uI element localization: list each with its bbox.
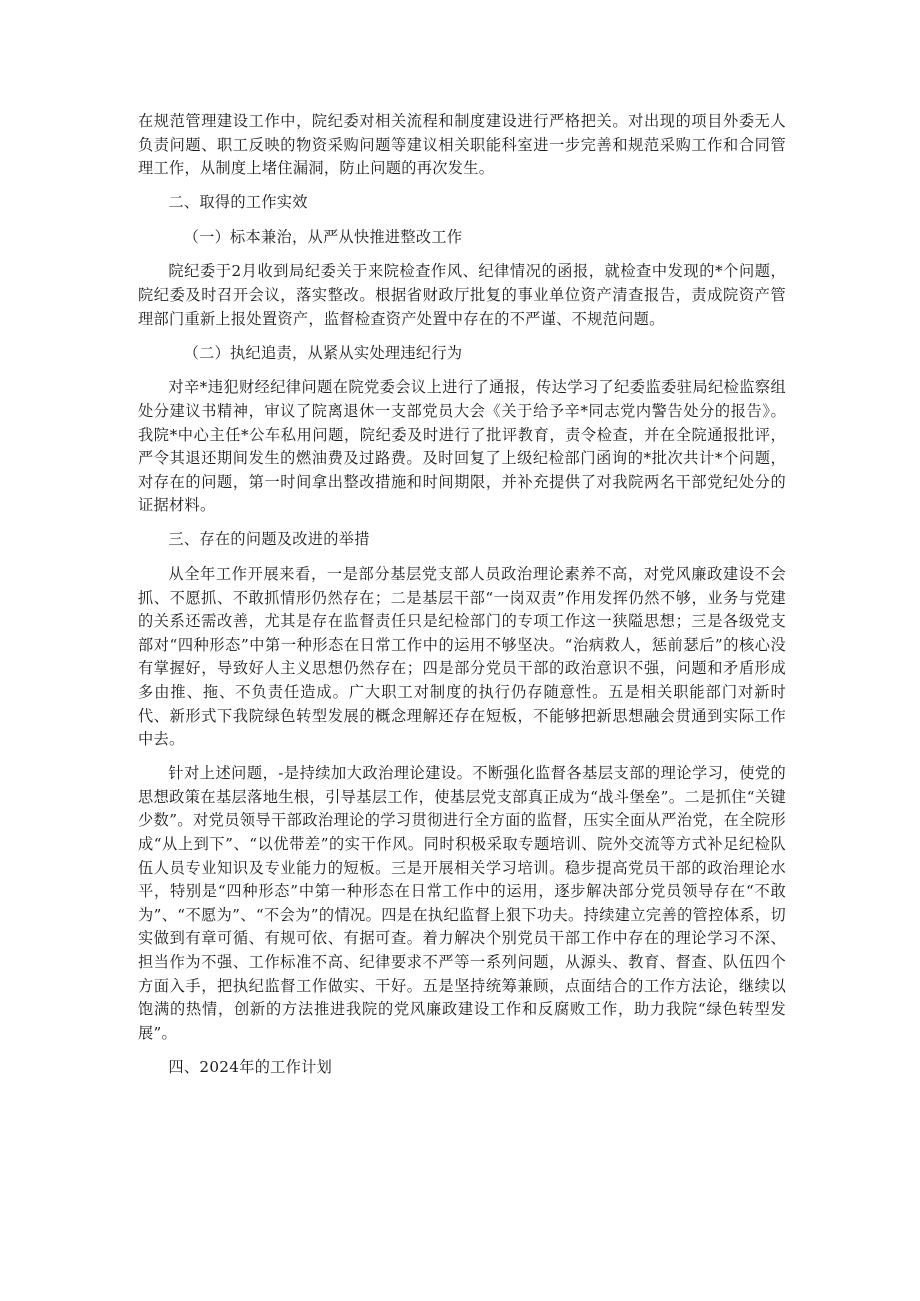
paragraph-rectification: 院纪委于2月收到局纪委关于来院检查作风、纪律情况的函报，就检查中发现的*个问题，院纪委及时召开会议，落实整改。根据省财政厅批复的事业单位资产清查报告，责成院资产管理部门重新上报处置资产，监督检查资产处置中存在的不严谨、不规范问题。	[138, 262, 786, 328]
document-body	[138, 110, 786, 1090]
paragraph-measures: 针对上述问题，-是持续加大政治理论建设。不断强化监督各基层支部的理论学习，使党的思想政策在基层落地生根，引导基层工作，使基层党支部真正成为“战斗堡垒”。二是抓住“关键少数”。对党员领导干部政治理论的学习贯彻进行全方面的监督，压实全面从严治党，在全院形成“从上到下”、“以优带差”的实干作风。同时积极采取专题培训、院外交流等方式补足纪检队伍人员专业知识及专业能力的短板。三是开展相关学习培训。稳步提高党员干部的政治理论水平，特别是“四种形态”中第一种形态在日常工作中的运用，逐步解决部分党员领导存在“不敢为”、“不愿为”、“不会为”的情况。四是在执纪监督上狠下功夫。持续建立完善的管控体系，切实做到有章可循、有规可依、有据可查。着力解决个别党员干部工作中存在的理论学习不深、担当作为不强、工作标准不高、纪律要求不严等一系列问题，从源头、教育、督查、队伍四个方面入手，把执纪监督工作做实、干好。五是坚持统筹兼顾，点面结合的工作方法论，继续以饱满的热情，创新的方法推进我院的党风廉政建设工作和反腐败工作，助力我院“绿色转型发展”。	[138, 764, 786, 1042]
subsection-heading-rectification: （一）标本兼治，从严从快推进整改工作	[183, 227, 463, 246]
paragraph-intro: 在规范管理建设工作中，院纪委对相关流程和制度建设进行严格把关。对出现的项目外委无人负责问题、职工反映的物资采购问题等建议相关职能科室进一步完善和规范采购工作和合同管理工作，从制度上堵住漏洞，防止问题的再次发生。	[138, 112, 786, 178]
paragraph-accountability: 对辛*违犯财经纪律问题在院党委会议上进行了通报，传达学习了纪委监委驻局纪检监察组处分建议书精神，审议了院离退休一支部党员大会《关于给予辛*同志党内警告处分的报告》。我院*中心主任*公车私用问题，院纪委及时进行了批评教育，责令检查，并在全院通报批评，严令其退还期间发生的燃油费及过路费。及时回复了上级纪检部门函询的*批次共计*个问题，对存在的问题，第一时间拿出整改措施和时间期限，并补充提供了对我院两名干部党纪处分的证据材料。	[138, 378, 786, 515]
section-heading-plan: 四、2024年的工作计划	[168, 1057, 333, 1076]
section-heading-problems: 三、存在的问题及改进的举措	[168, 530, 370, 549]
subsection-heading-accountability: （二）执纪追责，从紧从实处理违纪行为	[183, 343, 463, 362]
paragraph-problems: 从全年工作开展来看，一是部分基层党支部人员政治理论素养不高，对党风廉政建设不会抓、不愿抓、不敢抓情形仍然存在；二是基层干部“一岗双责”作用发挥仍然不够，业务与党建的关系还需改善，尤其是存在监督责任只是纪检部门的专项工作这一狭隘思想；三是各级党支部对“四种形态”中第一种形态在日常工作中的运用不够坚决。“治病救人，惩前瑟后”的核心没有掌握好，导致好人主义思想仍然存在；四是部分党员干部的政治意识不强，问题和矛盾形成多由推、拖、不负责任造成。广大职工对制度的执行仍存随意性。五是相关职能部门对新时代、新形式下我院绿色转型发展的概念理解还存在短板，不能够把新思想融会贯通到实际工作中去。	[138, 565, 786, 749]
section-heading-achievements: 二、取得的工作实效	[168, 193, 308, 212]
